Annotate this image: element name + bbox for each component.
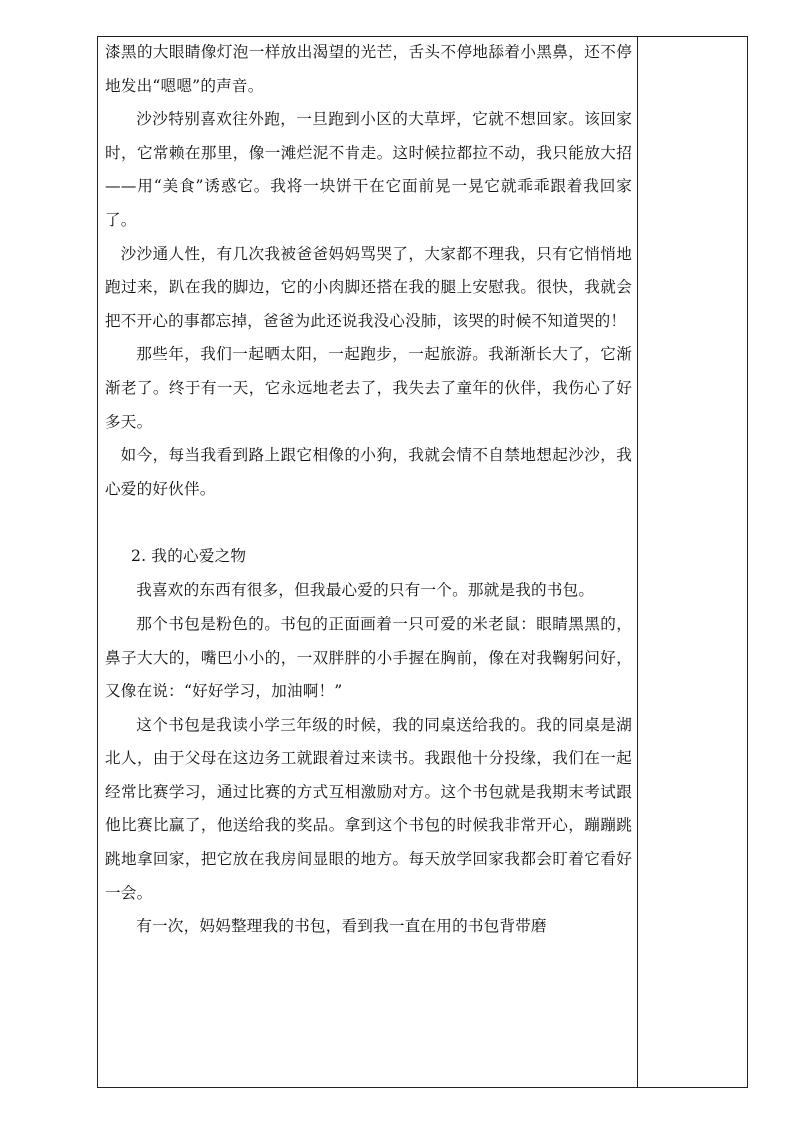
essay1-paragraph-outside: 沙沙特别喜欢往外跑，一旦跑到小区的大草坪，它就不想回家。该回家时，它常赖在那里，像一滩烂泥不肯走。这时候拉都拉不动，我只能放大招——用“美食”诱惑它。我将一块饼干在它面前晃一晃它就乖乖跟着我回家了。 <box>105 110 632 229</box>
essay2-paragraph-pink: 那个书包是粉色的。书包的正面画着一只可爱的米老鼠：眼睛黑黑的，鼻子大大的，嘴巴小小的，一双胖胖的小手握在胸前，像在对我鞠躬问好，又像在说：“好好学习，加油啊！” <box>105 614 632 701</box>
essay1-paragraph-years: 那些年，我们一起晒太阳，一起跑步，一起旅游。我渐渐长大了，它渐渐老了。终于有一天，它永远地老去了，我失去了童年的伙伴，我伤心了好多天。 <box>105 345 632 431</box>
blank-line <box>105 506 632 540</box>
table-column-divider <box>637 36 638 1088</box>
essay2-paragraph-gift: 这个书包是我读小学三年级的时候，我的同桌送给我的。我的同桌是湖北人，由于父母在这边务工就跟着过来读书。我跟他十分投缘，我们在一起经常比赛学习，通过比赛的方式互相激励对方。这个书包就是我期末考试跟他比赛比赢了，他送给我的奖品。拿到这个书包的时候我非常开心，蹦蹦跳跳地拿回家，把它放在我房间显眼的地方。每天放学回家我都会盯着它看好一会。 <box>105 715 632 902</box>
essay2-paragraph-mom: 有一次，妈妈整理我的书包，看到我一直在用的书包背带磨 <box>136 917 547 936</box>
table-cell-content <box>105 36 632 944</box>
essay2-title: 2. 我的心爱之物 <box>131 547 247 566</box>
essay2-paragraph-intro: 我喜欢的东西有很多，但我最心爱的只有一个。那就是我的书包。 <box>136 581 595 600</box>
essay1-paragraph-continued: 漆黑的大眼睛像灯泡一样放出渴望的光芒，舌头不停地舔着小黑鼻，还不停地发出“嗯嗯”的声音。 <box>105 43 632 95</box>
essay1-paragraph-human: 沙沙通人性，有几次我被爸爸妈妈骂哭了，大家都不理我，只有它悄悄地跑过来，趴在我的脚边，它的小肉脚还搭在我的腿上安慰我。很快，我就会把不开心的事都忘掉，爸爸为此还说我没心没肺，该哭的时候不知道哭的！ <box>105 244 632 330</box>
essay1-paragraph-now: 如今，每当我看到路上跟它相像的小狗，我就会情不自禁地想起沙沙，我心爱的好伙伴。 <box>105 446 632 498</box>
